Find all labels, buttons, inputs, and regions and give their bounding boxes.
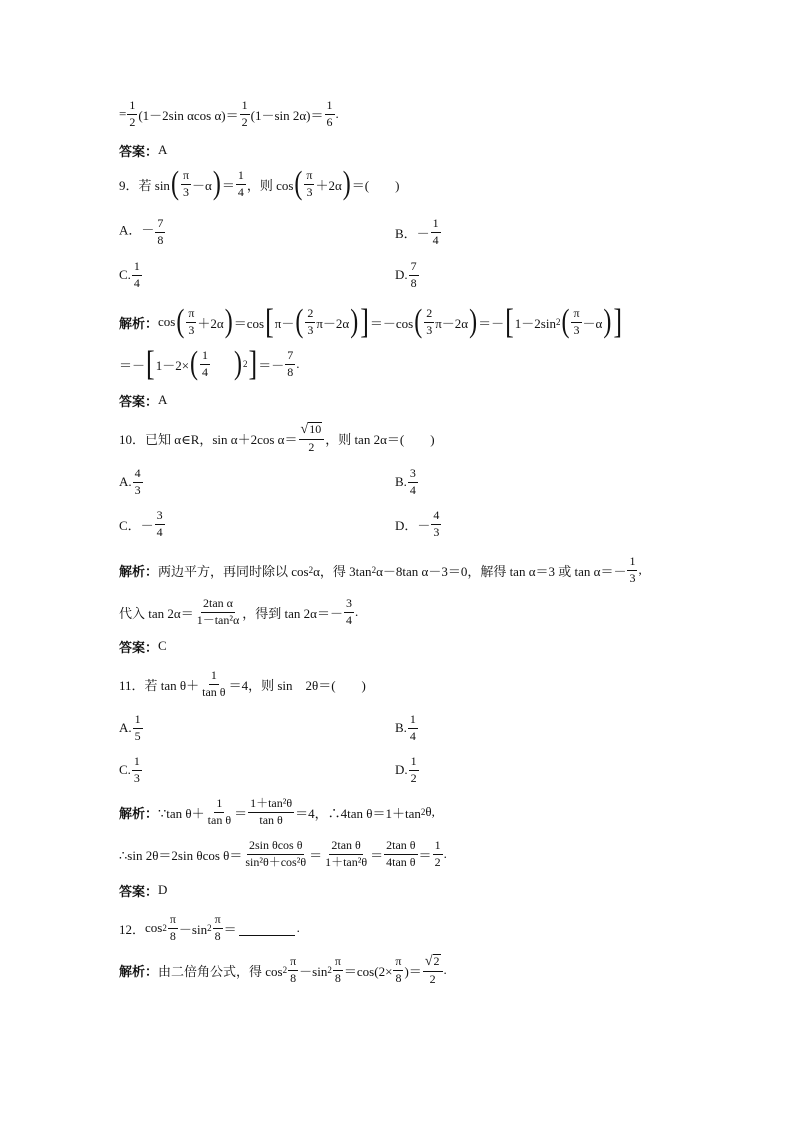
- question-text: 若 sin: [138, 177, 170, 193]
- fraction-pi-over-8: [288, 955, 298, 984]
- numerator: 1: [325, 99, 335, 114]
- fraction-pi-over-8: [213, 913, 223, 942]
- analysis-label: 解析：: [119, 315, 159, 331]
- numerator: 1: [209, 669, 219, 684]
- numerator: 1: [133, 713, 143, 728]
- numerator: 1: [214, 797, 224, 812]
- numerator: 2tan θ: [329, 839, 362, 854]
- denominator: sin²θ＋cos²θ: [245, 854, 307, 869]
- fraction-pi-over-3: [181, 169, 191, 198]
- denominator: 3: [182, 184, 189, 199]
- expression: α－8tan α－3＝0，解得 tan α＝3 或 tan α＝－: [376, 563, 627, 579]
- expression: ∵tan θ＋: [158, 805, 205, 821]
- numerator: [423, 954, 443, 971]
- superscript: 2: [282, 965, 288, 975]
- fraction-result: [344, 597, 354, 626]
- denominator: 8: [395, 970, 402, 985]
- denominator: 8: [410, 275, 417, 290]
- denominator: 2: [434, 854, 441, 869]
- fraction-pi-over-8: [168, 913, 178, 942]
- answer-label: 答案：: [119, 883, 159, 899]
- fraction-one-half: [240, 99, 250, 128]
- option-a[interactable]: [119, 708, 144, 748]
- option-label: A.: [119, 474, 132, 489]
- expression: ＋2α: [197, 315, 224, 331]
- option-label: C.: [119, 267, 131, 282]
- expression: cos: [158, 314, 176, 329]
- superscript: 2: [207, 923, 212, 933]
- option-b[interactable]: [395, 708, 419, 748]
- numerator: 2sin θcos θ: [247, 839, 305, 854]
- denominator: 4: [237, 184, 244, 199]
- answer-value: C: [158, 638, 167, 653]
- denominator: 4: [345, 612, 352, 627]
- question-9-stem: [119, 164, 399, 204]
- left-paren: (: [294, 166, 303, 202]
- equals-sign: ＝: [418, 847, 432, 863]
- equals-sign: ＝: [223, 921, 237, 937]
- fraction: [206, 797, 233, 826]
- question-number: 10．: [119, 431, 146, 447]
- option-fraction: [133, 467, 143, 496]
- expression: 由二倍角公式，得 cos: [158, 963, 283, 979]
- left-bracket: [: [146, 343, 155, 383]
- numerator: 3: [408, 467, 418, 482]
- radicand: 10: [309, 422, 322, 437]
- equals-sign: ＝: [370, 847, 384, 863]
- answer-line: [119, 880, 167, 900]
- fraction-result: [433, 839, 443, 868]
- expression: ＝－: [478, 315, 505, 331]
- denominator: 4: [409, 482, 416, 497]
- fraction-pi-over-3: [186, 307, 196, 336]
- answer-label: 答案：: [119, 143, 159, 159]
- expression: 1－2×: [155, 357, 190, 373]
- fraction: [248, 797, 294, 826]
- option-label: C.: [119, 762, 131, 777]
- expression: ＋2α: [315, 177, 342, 193]
- answer-label: 答案：: [119, 393, 159, 409]
- fraction: [243, 839, 308, 868]
- analysis-label: 解析：: [119, 563, 159, 579]
- numerator: 7: [155, 217, 165, 232]
- equals-sign: ＝: [309, 847, 323, 863]
- option-label: B.: [395, 474, 407, 489]
- radicand: 2: [433, 954, 440, 969]
- numerator: 1: [627, 555, 637, 570]
- period: .: [443, 962, 447, 977]
- option-d[interactable]: [395, 750, 420, 790]
- equals-sign: ＝: [221, 177, 235, 193]
- fraction-result: [325, 99, 335, 128]
- denominator: 3: [629, 570, 636, 585]
- option-label: D.: [395, 267, 408, 282]
- left-bracket: [: [505, 301, 514, 341]
- numerator: 1: [433, 839, 443, 854]
- expression: ＝cos(2×: [343, 963, 393, 979]
- denominator: 3: [433, 524, 440, 539]
- fraction-sqrt10-over-2: [299, 422, 325, 454]
- option-a[interactable]: [119, 462, 144, 502]
- period: .: [335, 106, 339, 121]
- right-bracket: ]: [360, 301, 369, 341]
- denominator: 1－tan²α: [196, 612, 240, 627]
- question-text: ，则 tan 2α＝( ): [325, 431, 435, 447]
- question-text: ＝( ): [351, 177, 400, 193]
- question-12-stem: [119, 908, 300, 948]
- option-label: A.: [119, 720, 132, 735]
- fraction-one-half: [127, 99, 137, 128]
- denominator: 8: [169, 928, 176, 943]
- denominator: 3: [188, 322, 195, 337]
- numerator: 3: [344, 597, 354, 612]
- superscript: 2: [371, 565, 377, 575]
- right-paren: ): [212, 166, 221, 202]
- period: .: [296, 356, 300, 371]
- expression: (1－sin 2α)＝: [250, 107, 324, 123]
- left-bracket: [: [265, 301, 274, 341]
- answer-line: [119, 636, 167, 656]
- solution-continuation: [119, 94, 339, 134]
- numerator: π: [393, 955, 403, 970]
- question-9-solution-line-1: [119, 302, 623, 342]
- numerator: π: [186, 307, 196, 322]
- superscript: 2: [420, 807, 426, 817]
- option-fraction: [431, 217, 441, 246]
- option-label: B．－: [395, 225, 430, 241]
- numerator: π: [181, 169, 191, 184]
- numerator: 4: [133, 467, 143, 482]
- answer-label: 答案：: [119, 639, 159, 655]
- expression: ＝cos: [233, 315, 265, 331]
- numerator: 2tan θ: [384, 839, 417, 854]
- numerator: 7: [285, 349, 295, 364]
- expression: α，得 3tan: [313, 563, 372, 579]
- denominator: 2: [129, 114, 136, 129]
- denominator: 5: [134, 728, 141, 743]
- denominator: 2: [241, 114, 248, 129]
- expression: 两边平方，再同时除以 cos: [158, 563, 309, 579]
- expression: π－: [274, 315, 295, 331]
- fraction-one-third: [627, 555, 637, 584]
- denominator: 4tan θ: [386, 854, 416, 869]
- question-10-stem: [119, 418, 435, 458]
- option-fraction: [408, 713, 418, 742]
- right-paren: ): [224, 304, 233, 340]
- option-fraction: [133, 713, 143, 742]
- question-text: ，则 cos: [246, 177, 294, 193]
- option-b[interactable]: [395, 462, 419, 502]
- fraction-one-quarter: [236, 169, 246, 198]
- expression: (1－2sin αcos α)＝: [138, 107, 239, 123]
- option-d[interactable]: [395, 504, 442, 544]
- numerator: 1: [132, 755, 142, 770]
- numerator: π: [168, 913, 178, 928]
- period: .: [443, 846, 447, 861]
- option-label: B.: [395, 720, 407, 735]
- denominator: 3: [134, 482, 141, 497]
- option-fraction: [431, 509, 441, 538]
- left-paren: (: [176, 304, 185, 340]
- denominator: 3: [306, 184, 313, 199]
- right-bracket: ]: [248, 343, 258, 383]
- option-a[interactable]: [119, 217, 166, 246]
- expression: π－2α: [316, 315, 350, 331]
- option-fraction: [408, 467, 418, 496]
- denominator: 8: [214, 928, 221, 943]
- numerator: 3: [155, 509, 165, 524]
- denominator: 3: [426, 322, 433, 337]
- denominator: 8: [334, 970, 341, 985]
- sqrt-sign: √ 10: [300, 422, 322, 438]
- left-paren: (: [295, 304, 304, 340]
- numerator: 1＋tan²θ: [248, 797, 294, 812]
- option-c[interactable]: [119, 750, 143, 790]
- question-number: 11．: [119, 677, 145, 693]
- left-paren: (: [170, 166, 179, 202]
- question-11-solution-line-2: [119, 834, 447, 874]
- expression: θ,: [425, 804, 435, 819]
- denominator: 3: [133, 770, 140, 785]
- expression: π－2α: [435, 315, 469, 331]
- question-11-solution-line-1: [119, 792, 435, 832]
- numerator: 1: [132, 260, 142, 275]
- sqrt-sign: √ 2: [424, 954, 440, 970]
- superscript: 2: [162, 923, 167, 933]
- right-paren: ): [469, 304, 478, 340]
- denominator: 8: [157, 232, 164, 247]
- right-bracket: ]: [613, 301, 622, 341]
- equals-sign: ＝: [234, 805, 248, 821]
- denominator: tan θ: [259, 812, 283, 827]
- equals-sign: =: [119, 106, 127, 121]
- question-11-stem: [119, 664, 366, 704]
- numerator: 2: [305, 307, 315, 322]
- fraction-pi-over-8: [333, 955, 343, 984]
- option-c[interactable]: [119, 504, 166, 544]
- period: .: [354, 604, 359, 619]
- option-label: C．－: [119, 517, 154, 533]
- superscript: 2: [555, 317, 561, 327]
- option-fraction: [409, 755, 419, 784]
- fraction-pi-over-3: [571, 307, 581, 336]
- answer-value: D: [158, 882, 168, 897]
- denominator: tan θ: [207, 812, 232, 827]
- expression: )＝: [404, 963, 422, 979]
- fraction: [384, 839, 417, 868]
- option-b[interactable]: [395, 212, 442, 252]
- expression: ＝－: [258, 357, 285, 373]
- superscript: 2: [308, 565, 314, 575]
- fraction-result: [285, 349, 295, 378]
- denominator: 1＋tan²θ: [325, 854, 368, 869]
- question-text: 已知 α∈R，sin α＋2cos α＝: [145, 431, 298, 447]
- denominator: 4: [133, 275, 140, 290]
- numerator: 1: [431, 217, 441, 232]
- answer-line: [119, 390, 167, 410]
- comma: ,: [638, 562, 642, 577]
- denominator: 4: [432, 232, 439, 247]
- question-text: ＝4，则 sin 2θ＝( ): [228, 677, 366, 693]
- superscript: 2: [243, 359, 248, 369]
- numerator: 4: [431, 509, 441, 524]
- question-number: 12．: [119, 921, 146, 937]
- numerator: π: [288, 955, 298, 970]
- question-number: 9．: [119, 177, 139, 193]
- fraction: [323, 839, 369, 868]
- option-fraction: [155, 217, 165, 246]
- expression: ＝－cos: [369, 315, 414, 331]
- denominator: 3: [307, 322, 314, 337]
- denominator: 4: [202, 364, 209, 379]
- denominator: 8: [290, 970, 297, 985]
- fraction-one-quarter: [200, 349, 210, 378]
- question-9-options-ab: [119, 212, 166, 252]
- expression: －α: [192, 177, 212, 193]
- numerator: 7: [409, 260, 419, 275]
- denominator: tan θ: [202, 684, 226, 699]
- denominator: 2: [410, 770, 417, 785]
- option-fraction: [132, 260, 142, 289]
- expression: 代入 tan 2α＝: [119, 605, 194, 621]
- option-label: D.: [395, 762, 408, 777]
- fraction-two-thirds: [424, 307, 434, 336]
- question-text: 若 tan θ＋: [144, 677, 200, 693]
- numerator: 1: [127, 99, 137, 114]
- denominator: 4: [409, 728, 416, 743]
- expression: －sin: [299, 963, 328, 979]
- fraction-sqrt2-over-2: [423, 954, 443, 986]
- numerator: 2: [424, 307, 434, 322]
- fraction-pi-over-3: [304, 169, 314, 198]
- numerator: 1: [240, 99, 250, 114]
- expression: ，得到 tan 2α＝－: [242, 605, 343, 621]
- denominator: 4: [156, 524, 163, 539]
- left-paren: (: [414, 304, 423, 340]
- left-paren: (: [561, 304, 570, 340]
- numerator: π: [571, 307, 581, 322]
- right-paren: ): [603, 304, 612, 340]
- option-fraction: [132, 755, 142, 784]
- question-12-solution: [119, 950, 447, 990]
- numerator: π: [213, 913, 223, 928]
- answer-line: [119, 140, 167, 160]
- answer-value: A: [158, 142, 168, 157]
- fraction-one-over-tan: [200, 669, 227, 698]
- option-d[interactable]: [395, 255, 420, 295]
- option-c[interactable]: [119, 255, 143, 295]
- question-10-solution-line-1: [119, 550, 642, 590]
- expression: －sin: [178, 921, 208, 937]
- analysis-label: 解析：: [119, 963, 159, 979]
- right-paren: ): [234, 346, 243, 382]
- denominator: 6: [326, 114, 333, 129]
- numerator: 2tan α: [201, 597, 235, 612]
- expression: ＝－: [119, 357, 146, 373]
- numerator: [299, 422, 325, 439]
- question-10-solution-line-2: [119, 592, 358, 632]
- option-fraction: [155, 509, 165, 538]
- answer-value: A: [158, 392, 168, 407]
- expression: ∴sin 2θ＝2sin θcos θ＝: [119, 847, 243, 863]
- expression: cos: [145, 920, 163, 935]
- denominator: 3: [573, 322, 580, 337]
- numerator: π: [304, 169, 314, 184]
- denominator: 2: [429, 971, 436, 986]
- expression: －α: [582, 315, 603, 331]
- numerator: 1: [409, 755, 419, 770]
- option-label: D．－: [395, 517, 431, 533]
- superscript: 2: [327, 965, 332, 975]
- numerator: π: [333, 955, 343, 970]
- period: .: [296, 920, 300, 935]
- analysis-label: 解析：: [119, 805, 159, 821]
- denominator: 8: [287, 364, 294, 379]
- question-9-solution-line-2: [119, 344, 299, 384]
- right-paren: ): [342, 166, 351, 202]
- numerator: 1: [408, 713, 418, 728]
- answer-blank[interactable]: [239, 921, 295, 936]
- numerator: 1: [200, 349, 210, 364]
- option-fraction: [409, 260, 419, 289]
- option-label: A．－: [119, 222, 155, 238]
- fraction-two-thirds: [305, 307, 315, 336]
- expression: ＝4，∴4tan θ＝1＋tan: [295, 805, 421, 821]
- expression: 1－2sin: [514, 315, 556, 331]
- fraction-pi-over-8: [393, 955, 403, 984]
- numerator: 1: [236, 169, 246, 184]
- right-paren: ): [350, 304, 359, 340]
- denominator: 2: [308, 439, 315, 454]
- left-paren: (: [190, 346, 199, 382]
- fraction-tan-double-angle: [195, 597, 242, 626]
